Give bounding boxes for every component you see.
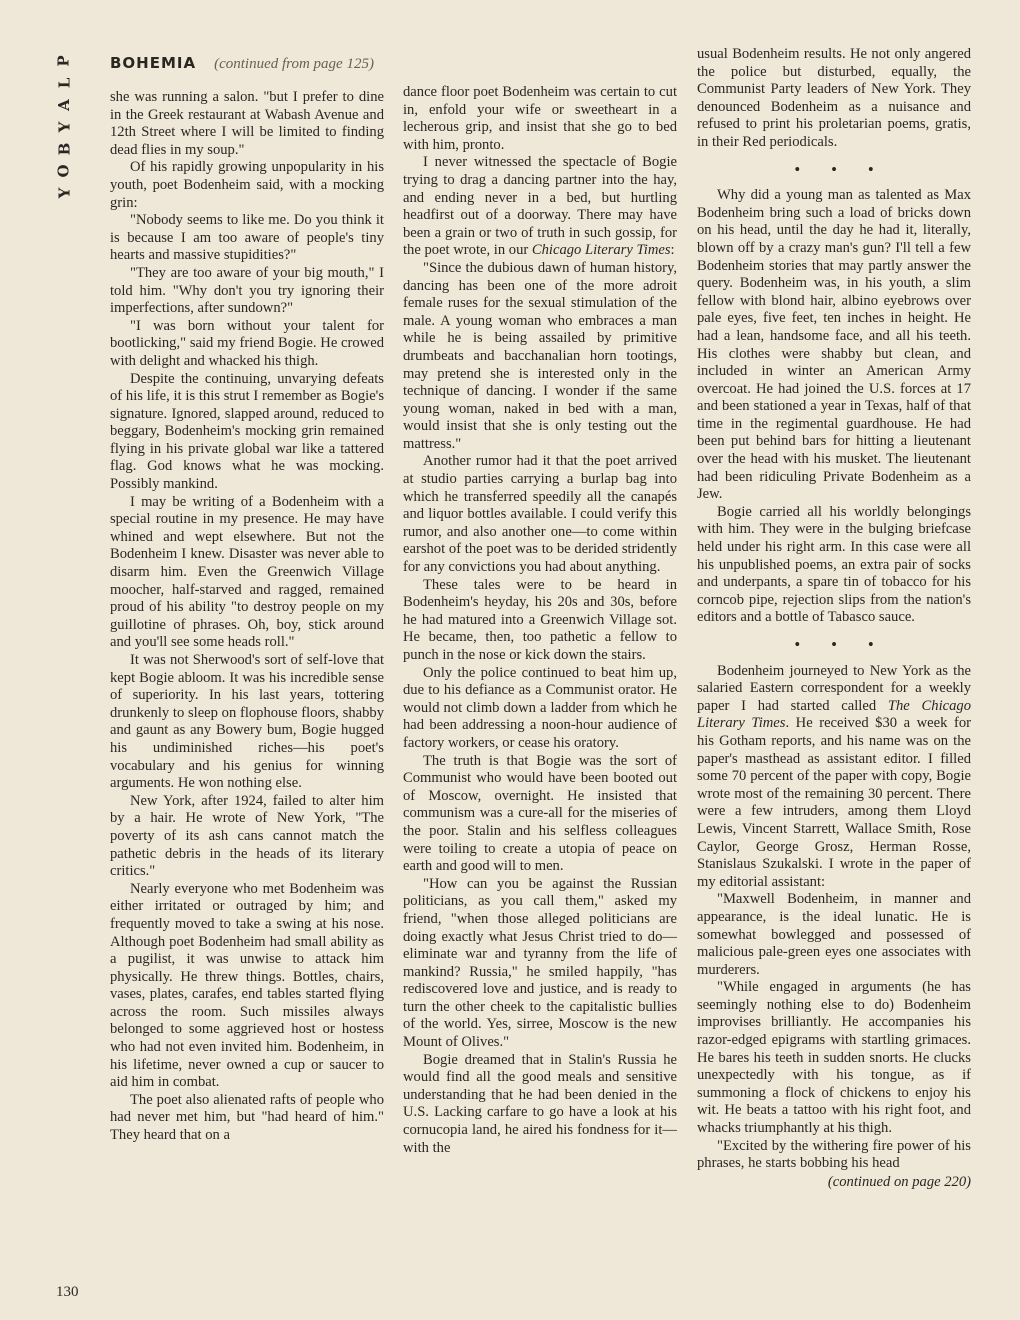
paragraph: usual Bodenheim results. He not only angered the police but disturbed, equally, the Communist Party leaders of New York. They denounced Bodenheim as a nuisance and refused to print his proletarian poems, gratis, in their Red periodicals. bbox=[697, 46, 971, 150]
mag-letter: O bbox=[54, 164, 73, 178]
paragraph: Nearly everyone who met Bodenheim was either irritated or outraged by him; and frequently moved to take a swing at his nose. Although poet Bodenheim had small ability as a pugilist, it was unwise to attack him physically. He threw things. Bottles, chairs, vases, plates, carafes, end tables started flying across the room. Such missiles always belonged to some aggrieved host or hostess who had not even invited him. Bodenheim, in his lifetime, never owned a cup or saucer to aid him in combat. bbox=[110, 880, 384, 1091]
paragraph: I may be writing of a Bodenheim with a special routine in my presence. He may have whined and wept elsewhere. But not the Bodenheim I knew. Disaster was never able to disarm him. Even the Greenwich Village moocher, half-starved and ragged, remained proud of his ability "to destroy people on my guillotine of phrases. Oh, boy, stick around and you'll see some heads roll." bbox=[110, 493, 384, 651]
paragraph: "They are too aware of your big mouth," I told him. "Why don't you try ignoring their imperfections, after sundown?" bbox=[110, 264, 384, 317]
paragraph-text: . He received $30 a week for his Gotham reports, and his name was on the paper's masthead as assistant editor. I filled some 70 percent of the paper with copy, Bogie wrote most of the remaining 30 percent. There were a few intruders, among them Lloyd Lewis, Vincent Starrett, Wallace Smith, Rose Caylor, George Grosz, Herman Rosse, Stanislaus Szukalski. I wrote in the paper of my editorial assistant: bbox=[697, 715, 971, 890]
paragraph: Bogie carried all his worldly belongings with him. They were in the bulging briefcase held under his right arm. In this case were all his unpublished poems, an extra pair of socks and underpants, a spare tin of tobacco for his corncob pipe, rejection slips from the nation's editors and a bottle of Tabasco sauce. bbox=[697, 503, 971, 626]
publication-title: The Chicago Literary Times bbox=[697, 697, 971, 732]
paragraph: Of his rapidly growing unpopularity in his youth, poet Bodenheim said, with a mocking grin: bbox=[110, 159, 384, 211]
continued-to: (continued on page 220) bbox=[827, 1173, 971, 1190]
paragraph: Bogie dreamed that in Stalin's Russia he would find all the good meals and sensitive understanding that he had been denied in the U.S. Lacking carfare to go have a look at his cornucopia land, he aired his fondness for it—with the bbox=[403, 1051, 677, 1156]
paragraph: "How can you be against the Russian politicians, as you call them," asked my friend, "when those alleged politicians are doing exactly what Jesus Christ tried to do—eliminate war and tyranny from the life of mankind? Russia," he smiled happily, "has rediscovered love and justice, and is ready to turn the other cheek to the capitalistic bullies of the world. Yes, sirree, Moscow is the new Mount of Olives." bbox=[403, 875, 677, 1051]
section-title: BOHEMIA bbox=[110, 54, 197, 72]
mag-letter: A bbox=[54, 99, 73, 111]
section-separator: • • • bbox=[794, 637, 888, 653]
paragraph: Despite the continuing, unvarying defeats of his life, it is this strut I remember as Bogie's signature. Ignored, slapped around, reduced to beggary, Bodenheim's mocking grin remained flying in his private global war like a tattered flag. God knows what he was mocking. Possibly mankind. bbox=[110, 370, 384, 493]
column-1 bbox=[110, 89, 384, 1294]
paragraph: It was not Sherwood's sort of self-love that kept Bogie abloom. It was his incredible sense of superiority. In his last years, tottering drunkenly to sleep on flophouse floors, shabby and gaunt as any Bowery bum, Bogie hugged his undiminished riches—his poet's vocabulary and his genius for winning arguments. He won nothing else. bbox=[110, 652, 384, 792]
article-header bbox=[110, 54, 374, 73]
continued-from: (continued from page 125) bbox=[214, 56, 374, 72]
paragraph: New York, after 1924, failed to alter him by a hair. He wrote of New York, "The poverty of its ash cans cannot match the pathetic debris in the heads of its literary critics." bbox=[110, 792, 384, 880]
paragraph-text: I never witnessed the spectacle of Bogie trying to drag a dancing partner into the hay, and ending never in a bed, but hurtling headfirst out of a doorway. There may have been a grain or two of truth in such gossip, for the poet wrote, in our bbox=[403, 154, 677, 259]
paragraph: "Maxwell Bodenheim, in manner and appearance, is the ideal lunatic. He is somewhat bowlegged and possessed of malicious pale-green eyes one associates with murderers. bbox=[697, 891, 971, 978]
paragraph: I never witnessed the spectacle of Bogie trying to drag a dancing partner into the hay, and ending never in a bed, but hurtling headfirst out of a doorway. There may have been a grain or two of truth in such gossip, for the poet wrote, in our Chicago Literary Times: bbox=[403, 154, 677, 259]
paragraph: Why did a young man as talented as Max Bodenheim bring such a load of bricks down on his head, until the day he had it, literally, blown off by a crazy man's gun? I'll tell a few Bodenheim stories that may partly answer the query. Bodenheim was, in his youth, a slim fellow with blond hair, albino eyebrows over pale eyes, five feet, ten inches in height. He had a lean, handsome face, and all his teeth. His clothes were shabby but clean, and included in winter an American Army overcoat. He had joined the U.S. forces at 17 and been stationed a year in Texas, half of that time in the regimental guardhouse. He had been put behind bars for hitting a lieutenant over the head with his musket. The lieutenant had been ridiculing Private Bodenheim as a Jew. bbox=[697, 187, 971, 503]
paragraph: dance floor poet Bodenheim was certain to cut in, enfold your wife or sweetheart in a lecherous grip, and insist that she go to bed with him, pronto. bbox=[403, 84, 677, 153]
column-3 bbox=[697, 46, 971, 1294]
mag-letter: Y bbox=[55, 187, 73, 199]
mag-letter: L bbox=[54, 77, 73, 89]
paragraph: "While engaged in arguments (he has seemingly nothing else to do) Bodenheim improvises brilliantly. He accompanies his razor-edged epigrams with startling grimaces. He bares his teeth in sudden snorts. He clucks unexpectedly with his tongue, as if summoning a flock of chickens to enjoy his wit. He beats a tattoo with his right foot, and whacks triumphantly at his thigh. bbox=[697, 979, 971, 1137]
publication-title: Chicago Literary Times bbox=[531, 242, 671, 259]
paragraph: The poet also alienated rafts of people who had never met him, but "had heard of him." They heard that on a bbox=[110, 1091, 384, 1144]
paragraph: These tales were to be heard in Bodenheim's heyday, his 20s and 30s, before he had matured into a Greenwich Village sot. He became, then, too pathetic a fellow to punch in the nose or kick down the stairs. bbox=[403, 576, 677, 663]
paragraph: she was running a salon. "but I prefer to dine in the Greek restaurant at Wabash Avenue and 12th Street where I will be limited to finding dead flies in my soup." bbox=[110, 89, 384, 158]
mag-letter: B bbox=[55, 142, 73, 156]
paragraph: "Nobody seems to like me. Do you think it is because I am too aware of people's tiny hearts and massive stupidities?" bbox=[110, 212, 384, 264]
paragraph bbox=[697, 663, 971, 892]
paragraph: "Excited by the withering fire power of his phrases, he starts bobbing his head bbox=[697, 1137, 971, 1172]
paragraph: "Since the dubious dawn of human history, dancing has been one of the more adroit female ruses for the sexual stimulation of the male. A young woman who embraces a man while he is being assailed by primitive drumbeats and bacchanalian horn tootings, may pretend she is interested only in the technique of dancing. I wonder if the same young woman, naked in bed with a man, would insist that she is only testing out the mattress." bbox=[403, 259, 677, 452]
paragraph: Another rumor had it that the poet arrived at studio parties carrying a burlap bag into which he transferred speedily all the canapés and liquor bottles available. I could verify this rumor, and also another one—to come within earshot of the poet was to be derided stridently for any convictions you had about anything. bbox=[403, 453, 677, 576]
mag-letter: Y bbox=[55, 121, 73, 133]
paragraph-text: Bodenheim journeyed to New York as the salaried Eastern correspondent for a weekly paper I had started called bbox=[697, 662, 971, 714]
paragraph: "I was born without your talent for bootlicking," said my friend Bogie. He crowed with delight and whacked his thigh. bbox=[110, 317, 384, 369]
section-separator: • • • bbox=[794, 161, 888, 178]
column-2 bbox=[403, 84, 677, 1294]
paragraph: The truth is that Bogie was the sort of Communist who would have been booted out of Moscow, overnight. He insisted that communism was a cure-all for the miseries of the poor. Stalin and his selfless colleagues were toiling to create a utopia of peace on earth and good will to men. bbox=[403, 752, 677, 875]
page-number: 130 bbox=[56, 1284, 79, 1300]
magazine-vertical-title bbox=[54, 50, 74, 204]
mag-letter: P bbox=[55, 55, 73, 67]
paragraph: Only the police continued to beat him up, due to his defiance as a Communist orator. He would not climb down a ladder from which he had been addressing a noon-hour audience of factory workers, or cease his oratory. bbox=[403, 664, 677, 751]
